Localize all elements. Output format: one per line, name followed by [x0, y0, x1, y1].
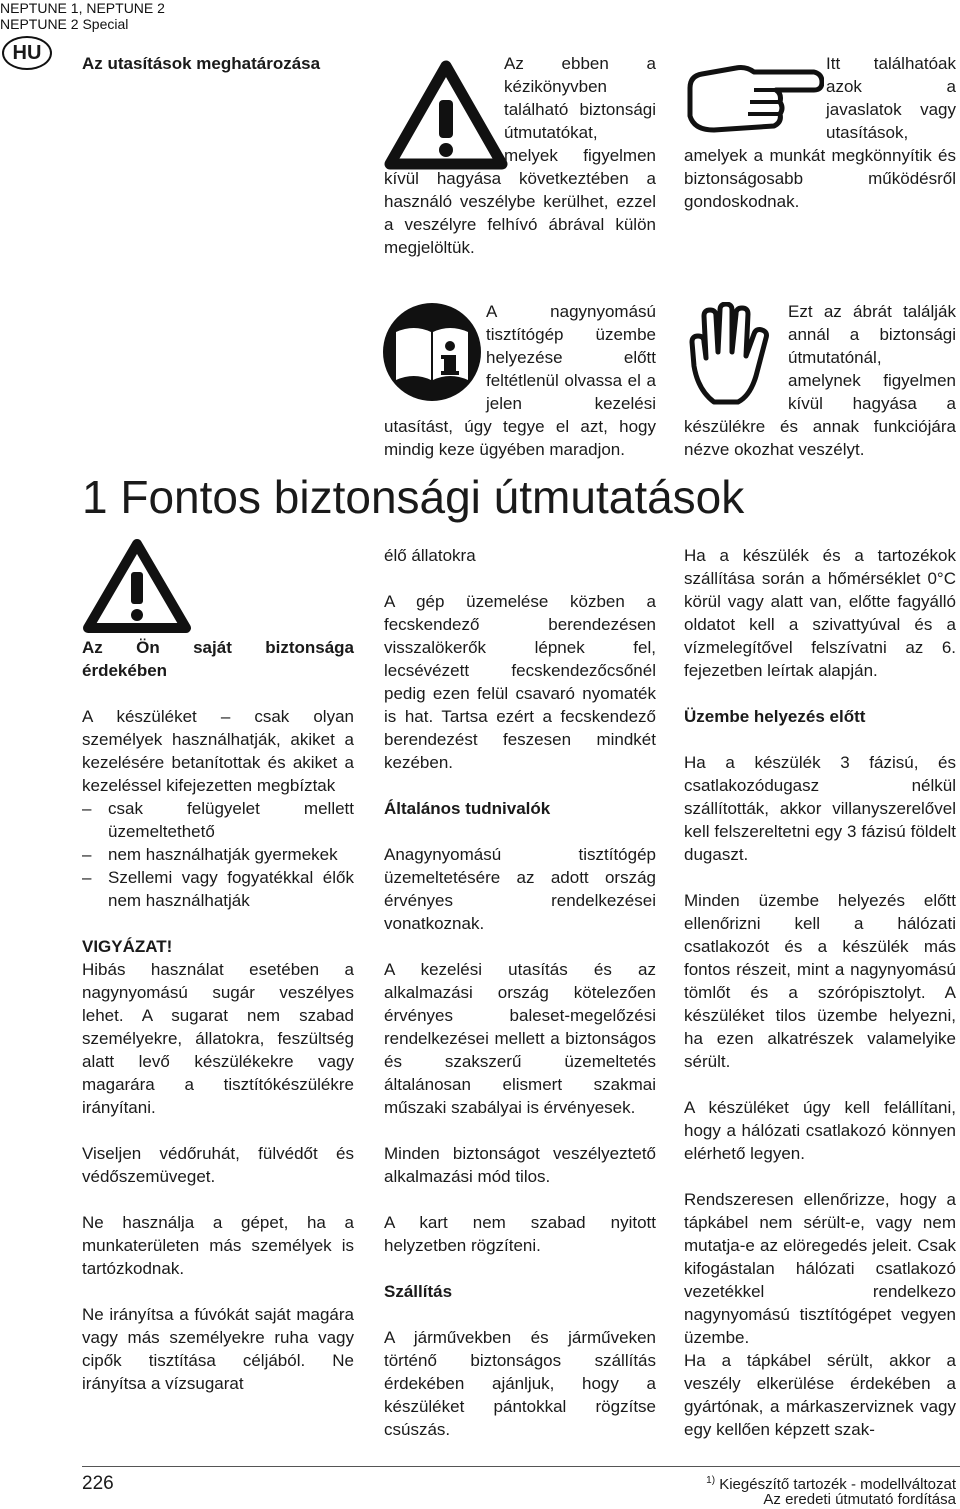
col1-paragraph-5: Ne irányítsa a fúvókát saját magára vagy más személyekre ruha vagy cipők tisztítása céljából. Ne irányítsa a vízsugarat	[82, 1305, 354, 1393]
startup-heading: Üzembe helyezés előtt	[684, 707, 866, 726]
list-dash: –	[82, 799, 92, 818]
caution-label: VIGYÁZAT!	[82, 937, 173, 956]
list-item-text: Szellemi vagy fogyatékkal élők nem használhatják	[108, 868, 354, 910]
pointer-explanation	[684, 52, 956, 213]
warning-triangle-icon	[82, 538, 192, 634]
col3-paragraph-1: Ha a készülék és a tartozékok szállítása során a hőmérséklet 0°C körül vagy alatt van, előtte fagyálló oldatot kell a szivattyúval és a vízmelegítővel felszívatni az 6. fejezetben leírtak alapján.	[684, 546, 956, 680]
model-line-2: NEPTUNE 2 Special	[0, 16, 129, 32]
caution-text: Hibás használat esetében a nagynyomású sugár veszélyes lehet. A sugarat nem szabad személyekre, állatokra, feszültség alatt levő készülékekre vagy magarára a tisztítókészülékre irányítani.	[82, 960, 354, 1117]
warning-explanation	[384, 52, 656, 259]
footnote-mark: 1)	[706, 1475, 716, 1486]
own-safety-heading: Az Ön saját biztonsága érdekében	[82, 638, 354, 680]
footnote-text: Kiegészítő tartozék - modellváltozat	[719, 1476, 956, 1493]
page-number: 226	[82, 1473, 114, 1494]
column-2	[384, 544, 656, 1441]
general-heading: Általános tudnivalók	[384, 799, 551, 818]
pointer-explanation-text: Itt találhatóak azok a javaslatok vagy utasítások, amelyek a munkát megkönnyítik és biztonságosabb működésről gondoskodnak.	[684, 54, 956, 211]
list-dash: –	[82, 868, 92, 887]
col1-paragraph-4: Ne használja a gépet, ha a munkaterületen más személyek is tartózkodnak.	[82, 1213, 354, 1278]
intro-title: Az utasítások meghatározása	[82, 54, 321, 73]
col2-paragraph-1: A gép üzemelése közben a fecskendező berendezésen visszalökerők lépnek fel, lecsévézett fecskendezőcsőnél pedig ezen felül csavaró nyomaték is hat. Tartsa ezért a fecskendező berendezést feszesen mindkét kezében.	[384, 592, 656, 772]
col3-paragraph-6: Ha a tápkábel sérült, akkor a veszély elkerülése érdekében a gyártónak, a márkaszerviznek vagy egy kellően képzett szak-	[684, 1351, 956, 1439]
list-item-text: nem használhatják gyermekek	[108, 845, 338, 864]
col3-paragraph-3: Minden üzembe helyezés előtt ellenőrizni kell a hálózati csatlakozót és a készülék más fontos részeit, mint a nagynyomású tömlőt és a szórópisztolyt. A készüléket tilos üzembe helyezni, ha ezen alkatrészek valamelyike sérült.	[684, 891, 956, 1071]
translation-note: Az eredeti útmutató fordítása	[763, 1491, 956, 1508]
col1-paragraph-1: A készüléket – csak olyan személyek használhatják, akiket a kezelésére betanítottak és akiket a kezeléssel kifejezetten megbíztak	[82, 707, 354, 795]
manual-explanation-text: A nagynyomású tisztítógép üzembe helyezése előtt feltétlenül olvassa el a jelen kezelési utasítást, úgy tegye el azt, hogy mindig keze ügyében maradjon.	[384, 302, 656, 459]
language-badge: HU	[2, 36, 52, 70]
list-item	[82, 866, 354, 912]
col2-paragraph-5: A kart nem szabad nyitott helyzetben rögzíteni.	[384, 1213, 656, 1255]
footer-divider	[82, 1466, 960, 1467]
chapter-title: 1 Fontos biztonsági útmutatások	[82, 471, 745, 523]
manual-explanation	[384, 300, 656, 461]
stop-explanation-text: Ezt az ábrát találják annál a biztonsági útmutatónál, amelynek figyelmen kívül hagyása a készülékre és annak funkciójára nézve okozhat veszélyt.	[684, 302, 956, 459]
list-item	[82, 797, 354, 843]
column-1	[82, 636, 354, 1395]
stop-explanation	[684, 300, 956, 461]
col2-paragraph-0: élő állatokra	[384, 546, 476, 565]
list-dash: –	[82, 845, 92, 864]
column-3	[684, 544, 956, 1441]
col3-paragraph-4: A készüléket úgy kell felállítani, hogy a hálózati csatlakozó könnyen elérhető legyen.	[684, 1098, 956, 1163]
transport-heading: Szállítás	[384, 1282, 453, 1301]
col3-paragraph-5: Rendszeresen ellenőrizze, hogy a tápkábel nem sérült-e, vagy nem mutatja-e az elöregedés jeleit. Csak kifogástalan hálózati csatlakozó vezetékkel rendelkezo nagynyomású tisztítógépet vegyen üzembe.	[684, 1190, 956, 1347]
warning-explanation-text: Az ebben a kézikönyvben található biztonsági útmutatókat, melyek figyelmen kívül hagyása következtében a használó veszélybe kerülhet, ezzel a veszélyre felhívó ábrával külön megjelöltük.	[384, 54, 656, 257]
col3-paragraph-2: Ha a készülék 3 fázisú, és csatlakozódugasz nélkül szállították, akkor villanyszerelővel kell felszereltetni egy 3 fázisú földelt dugaszt.	[684, 753, 956, 864]
list-item-text: csak felügyelet mellett üzemeltethető	[108, 799, 354, 841]
col2-paragraph-3: A kezelési utasítás és az alkalmazási ország kötelezően érvényes baleset-megelőzési rendelkezései mellett a biztonságos és szakszerű üzemeltetés általánosan elismert szakmai műszaki szabályai is érvényesek.	[384, 960, 656, 1117]
col2-paragraph-6: A járművekben és járműveken történő biztonságos szállítás érdekében ajánljuk, hogy a készüléket pántokkal rögzítse csúszás.	[384, 1328, 656, 1439]
col1-paragraph-3: Viseljen védőruhát, fülvédőt és védőszemüveget.	[82, 1144, 354, 1186]
col2-paragraph-4: Minden biztonságot veszélyeztető alkalmazási mód tilos.	[384, 1144, 656, 1186]
col2-paragraph-2: Anagynyomású tisztítógép üzemeltetésére az adott ország érvényes rendelkezései vonatkoznak.	[384, 845, 656, 933]
model-line-1: NEPTUNE 1, NEPTUNE 2	[0, 0, 165, 16]
list-item	[82, 843, 354, 866]
